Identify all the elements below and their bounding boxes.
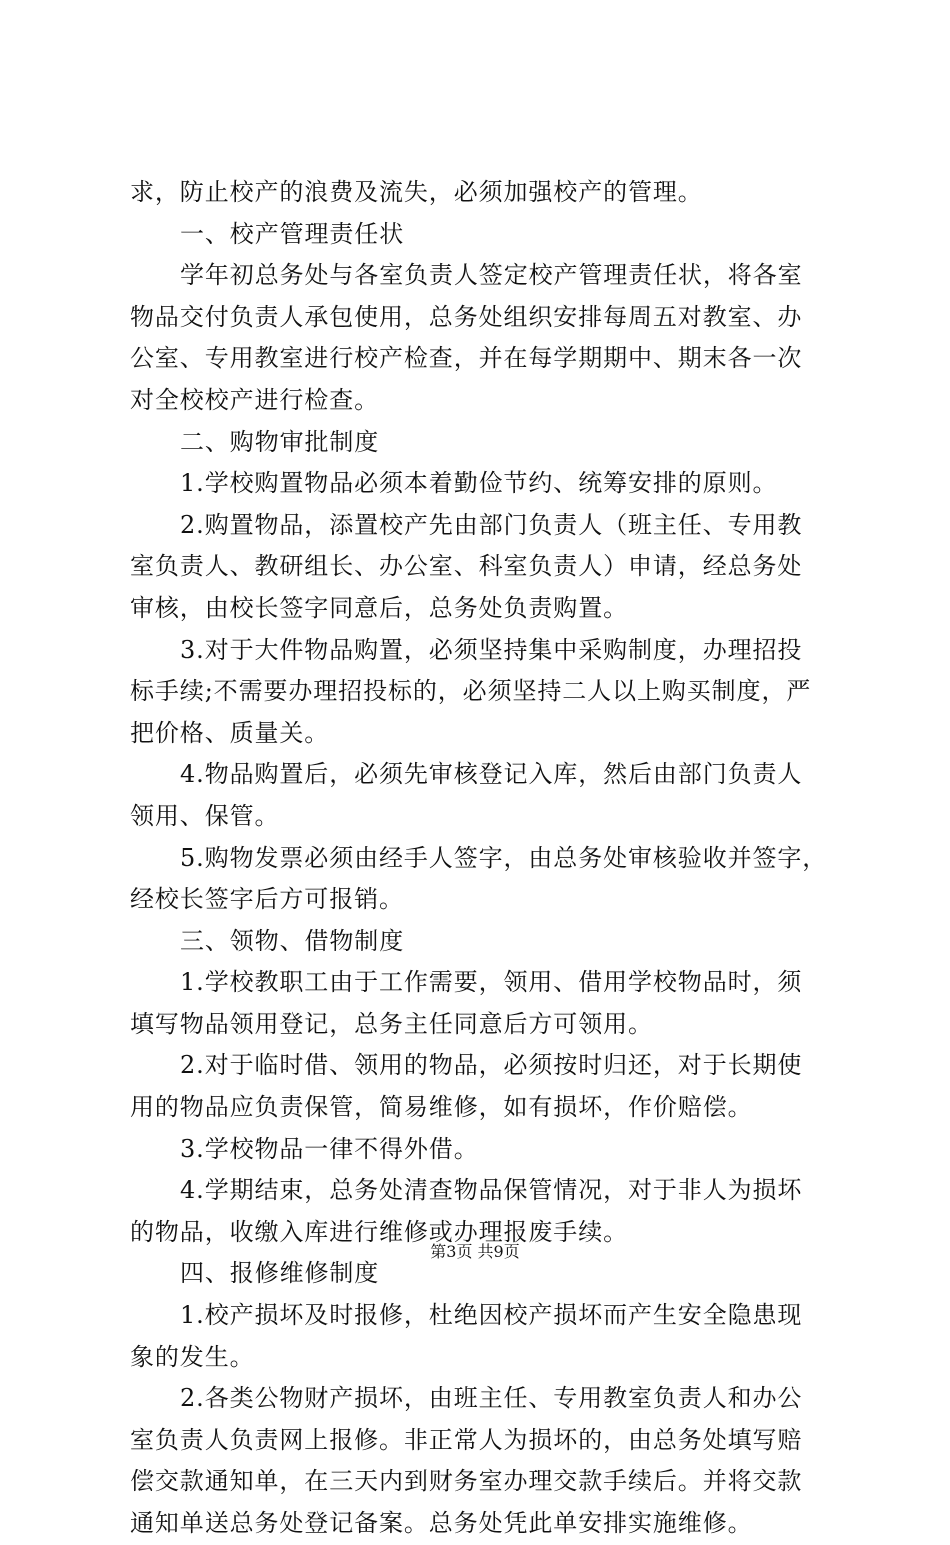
text-line: 3.对于大件物品购置，必须坚持集中采购制度，办理招投 — [180, 635, 803, 664]
text-line: 用的物品应负责保管，简易维修，如有损坏，作价赔偿。 — [130, 1093, 753, 1122]
text-line: 通知单送总务处登记备案。总务处凭此单安排实施维修。 — [130, 1509, 753, 1537]
text-line: 对全校校产进行检查。 — [130, 385, 379, 414]
text-line: 公室、专用教室进行校产检查，并在每学期期中、期末各一次 — [130, 344, 803, 373]
section-heading: 四、报修维修制度 — [180, 1259, 380, 1288]
text-line: 学年初总务处与各室负责人签定校产管理责任状，将各室 — [180, 261, 803, 290]
page-number-footer: 第3页 共9页 — [430, 1242, 520, 1261]
text-line: 5.购物发票必须由经手人签字，由总务处审核验收并签字， — [180, 843, 828, 872]
text-line: 2.购置物品，添置校产先由部门负责人（班主任、专用教 — [180, 510, 803, 539]
text-line: 填写物品领用登记，总务主任同意后方可领用。 — [130, 1009, 653, 1038]
text-line: 物品交付负责人承包使用，总务处组织安排每周五对教室、办 — [130, 302, 803, 331]
text-line: 4.物品购置后，必须先审核登记入库，然后由部门负责人 — [180, 760, 803, 789]
text-line: 1.学校购置物品必须本着勤俭节约、统筹安排的原则。 — [180, 469, 778, 498]
text-line: 1.校产损坏及时报修，杜绝因校产损坏而产生安全隐患现 — [180, 1301, 803, 1330]
text-line: 室负责人负责网上报修。非正常人为损坏的，由总务处填写赔 — [130, 1425, 803, 1454]
text-line: 室负责人、教研组长、办公室、科室负责人）申请，经总务处 — [130, 552, 803, 581]
text-line: 求，防止校产的浪费及流失，必须加强校产的管理。 — [130, 178, 703, 206]
text-line: 2.各类公物财产损坏，由班主任、专用教室负责人和办公 — [180, 1384, 803, 1413]
text-line: 4.学期结束，总务处清查物品保管情况，对于非人为损坏 — [180, 1176, 803, 1205]
text-line: 经校长签字后方可报销。 — [130, 885, 404, 914]
section-heading: 一、校产管理责任状 — [180, 219, 405, 248]
text-line: 标手续;不需要办理招投标的，必须坚持二人以上购买制度，严 — [130, 677, 812, 706]
document-body — [130, 172, 830, 1545]
text-line: 领用、保管。 — [130, 801, 280, 830]
text-line: 2.对于临时借、领用的物品，必须按时归还，对于长期使 — [180, 1051, 803, 1080]
text-line: 象的发生。 — [130, 1342, 255, 1371]
text-line: 偿交款通知单，在三天内到财务室办理交款手续后。并将交款 — [130, 1467, 803, 1496]
section-heading: 三、领物、借物制度 — [180, 926, 405, 955]
text-line: 1.学校教职工由于工作需要，领用、借用学校物品时，须 — [180, 968, 803, 997]
text-line: 3.学校物品一律不得外借。 — [180, 1134, 479, 1163]
text-line: 的物品，收缴入库进行维修或办理报废手续。 — [130, 1217, 628, 1246]
text-line: 审核，由校长签字同意后，总务处负责购置。 — [130, 593, 628, 622]
text-line: 把价格、质量关。 — [130, 718, 330, 747]
section-heading: 二、购物审批制度 — [180, 427, 380, 456]
